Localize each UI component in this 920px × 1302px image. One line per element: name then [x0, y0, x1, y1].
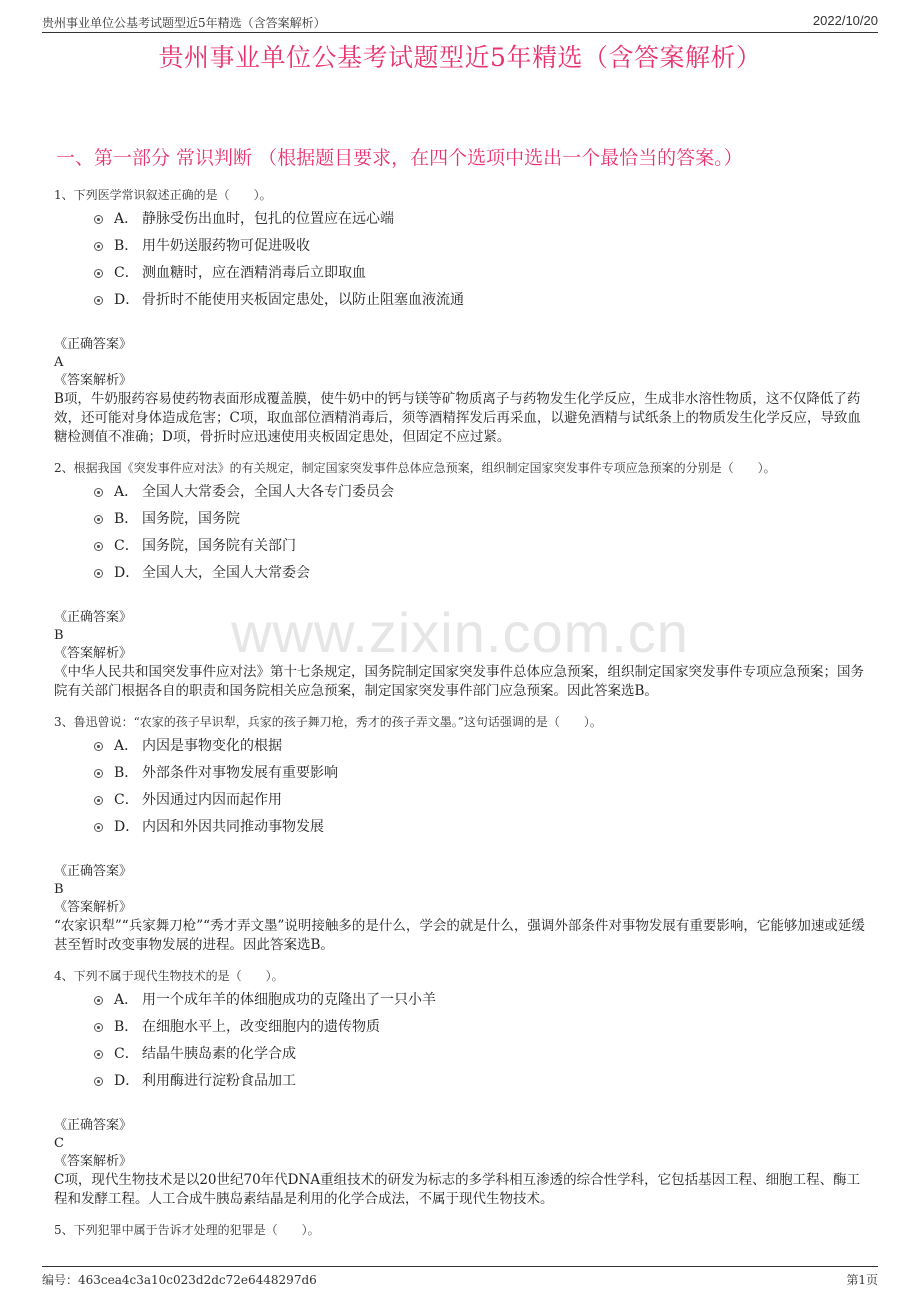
option-text: 用一个成年羊的体细胞成功的克隆出了一只小羊	[142, 992, 436, 1008]
option-text: 用牛奶送服药物可促进吸收	[142, 238, 310, 254]
radio-icon[interactable]	[94, 569, 103, 578]
option-list	[54, 479, 868, 587]
option-b[interactable]	[54, 233, 868, 260]
analysis-text: B项，牛奶服药容易使药物表面形成覆盖膜，使牛奶中的钙与镁等矿物质离子与药物发生化学反应，生成非水溶性物质，这不仅降低了药效，还可能对身体造成危害；C项，取血部位酒精消毒后，须等酒精挥发后再采血，以避免酒精与试纸条上的物质发生化学反应，导致血糖检测值不准确；D项，骨折时应迅速使用夹板固定患处，但固定不应过紧。	[54, 391, 861, 445]
option-letter: C．	[114, 538, 139, 554]
analysis-text: C项，现代生物技术是以20世纪70年代DNA重组技术的研发为标志的多学科相互渗透的综合性学科，它包括基因工程、细胞工程、酶工程和发酵工程。人工合成牛胰岛素结晶是利用的化学合成法，不属于现代生物技术。	[54, 1172, 861, 1207]
answer-value: B	[54, 628, 64, 643]
option-text: 外部条件对事物发展有重要影响	[142, 765, 338, 781]
header-doc-title: 贵州事业单位公基考试题型近5年精选（含答案解析）	[42, 16, 326, 30]
radio-icon[interactable]	[94, 269, 103, 278]
page-header	[42, 12, 878, 33]
option-b[interactable]	[54, 760, 868, 787]
question-stem: 2、根据我国《突发事件应对法》的有关规定，制定国家突发事件总体应急预案，组织制定国家突发事件专项应急预案的分别是（ ）。	[54, 461, 776, 475]
option-d[interactable]	[54, 560, 868, 587]
option-text: 全国人大常委会，全国人大各专门委员会	[142, 484, 394, 500]
question-5	[54, 1221, 868, 1239]
analysis-label: 《答案解析》	[54, 646, 133, 661]
answer-label: 《正确答案》	[54, 610, 133, 625]
option-text: 骨折时不能使用夹板固定患处，以防止阻塞血液流通	[142, 292, 464, 308]
page-footer	[42, 1266, 878, 1291]
option-letter: D．	[114, 819, 140, 835]
option-letter: B．	[114, 238, 139, 254]
header-date: 2022/10/20	[812, 13, 878, 28]
option-a[interactable]	[54, 987, 868, 1014]
option-text: 结晶牛胰岛素的化学合成	[142, 1046, 296, 1062]
option-letter: A．	[114, 211, 139, 227]
answer-label: 《正确答案》	[54, 1118, 133, 1133]
answer-value: B	[54, 882, 64, 897]
option-c[interactable]	[54, 260, 868, 287]
option-letter: B．	[114, 511, 139, 527]
option-letter: A．	[114, 992, 139, 1008]
question-list	[54, 186, 868, 1241]
radio-icon[interactable]	[94, 796, 103, 805]
option-letter: C．	[114, 792, 139, 808]
option-letter: B．	[114, 1019, 139, 1035]
option-text: 利用酶进行淀粉食品加工	[142, 1073, 296, 1089]
answer-value: A	[54, 355, 64, 370]
radio-icon[interactable]	[94, 823, 103, 832]
option-letter: D．	[114, 292, 140, 308]
question-3	[54, 713, 868, 955]
option-list	[54, 987, 868, 1095]
analysis-text: 《中华人民共和国突发事件应对法》第十七条规定，国务院制定国家突发事件总体应急预案，组织制定国家突发事件专项应急预案；国务院有关部门根据各自的职责和国务院相关应急预案，制定国家突发事件部门应急预案。因此答案选B。	[54, 664, 864, 699]
option-text: 全国人大，全国人大常委会	[142, 565, 310, 581]
radio-icon[interactable]	[94, 742, 103, 751]
question-2	[54, 459, 868, 701]
question-stem: 4、下列不属于现代生物技术的是（ ）。	[54, 969, 284, 983]
question-1	[54, 186, 868, 447]
radio-icon[interactable]	[94, 1050, 103, 1059]
option-letter: D．	[114, 565, 140, 581]
option-letter: A．	[114, 738, 139, 754]
option-list	[54, 733, 868, 841]
question-stem: 1、下列医学常识叙述正确的是（ ）。	[54, 188, 272, 202]
option-letter: A．	[114, 484, 139, 500]
radio-icon[interactable]	[94, 769, 103, 778]
option-text: 内因和外因共同推动事物发展	[142, 819, 324, 835]
option-b[interactable]	[54, 506, 868, 533]
option-letter: C．	[114, 265, 139, 281]
radio-icon[interactable]	[94, 215, 103, 224]
option-text: 外因通过内因而起作用	[142, 792, 282, 808]
radio-icon[interactable]	[94, 296, 103, 305]
radio-icon[interactable]	[94, 1023, 103, 1032]
radio-icon[interactable]	[94, 488, 103, 497]
radio-icon[interactable]	[94, 242, 103, 251]
option-a[interactable]	[54, 479, 868, 506]
section-heading: 一、第一部分 常识判断 （根据题目要求，在四个选项中选出一个最恰当的答案。）	[56, 147, 743, 169]
question-4	[54, 967, 868, 1209]
option-d[interactable]	[54, 287, 868, 314]
option-letter: C．	[114, 1046, 139, 1062]
answer-value: C	[54, 1136, 64, 1151]
document-title: 贵州事业单位公基考试题型近5年精选（含答案解析）	[158, 43, 762, 72]
analysis-label: 《答案解析》	[54, 900, 133, 915]
analysis-label: 《答案解析》	[54, 373, 133, 388]
question-stem: 3、鲁迅曾说：“农家的孩子早识犁，兵家的孩子舞刀枪，秀才的孩子弄文墨。”这句话强调的是（ ）。	[54, 715, 602, 729]
page-number: 第1页	[846, 1273, 878, 1287]
option-list	[54, 206, 868, 314]
option-text: 静脉受伤出血时，包扎的位置应在远心端	[142, 211, 394, 227]
option-text: 在细胞水平上，改变细胞内的遗传物质	[142, 1019, 380, 1035]
option-text: 测血糖时，应在酒精消毒后立即取血	[142, 265, 366, 281]
radio-icon[interactable]	[94, 996, 103, 1005]
option-text: 国务院，国务院	[142, 511, 240, 527]
watermark: www.zixin.com.cn	[231, 601, 689, 664]
option-d[interactable]	[54, 814, 868, 841]
option-d[interactable]	[54, 1068, 868, 1095]
radio-icon[interactable]	[94, 1077, 103, 1086]
option-text: 内因是事物变化的根据	[142, 738, 282, 754]
option-c[interactable]	[54, 1041, 868, 1068]
option-letter: B．	[114, 765, 139, 781]
radio-icon[interactable]	[94, 542, 103, 551]
option-letter: D．	[114, 1073, 140, 1089]
option-c[interactable]	[54, 533, 868, 560]
option-text: 国务院，国务院有关部门	[142, 538, 296, 554]
option-a[interactable]	[54, 206, 868, 233]
option-b[interactable]	[54, 1014, 868, 1041]
answer-label: 《正确答案》	[54, 337, 133, 352]
analysis-label: 《答案解析》	[54, 1154, 133, 1169]
answer-label: 《正确答案》	[54, 864, 133, 879]
question-stem: 5、下列犯罪中属于告诉才处理的犯罪是（ ）。	[54, 1223, 320, 1237]
radio-icon[interactable]	[94, 515, 103, 524]
document-id: 编号：463cea4c3a10c023d2dc72e6448297d6	[42, 1273, 317, 1287]
analysis-text: “农家识犁”“兵家舞刀枪”“秀才弄文墨”说明接触多的是什么，学会的就是什么，强调外部条件对事物发展有重要影响，它能够加速或延缓甚至暂时改变事物发展的进程。因此答案选B。	[54, 918, 865, 953]
option-a[interactable]	[54, 733, 868, 760]
option-c[interactable]	[54, 787, 868, 814]
